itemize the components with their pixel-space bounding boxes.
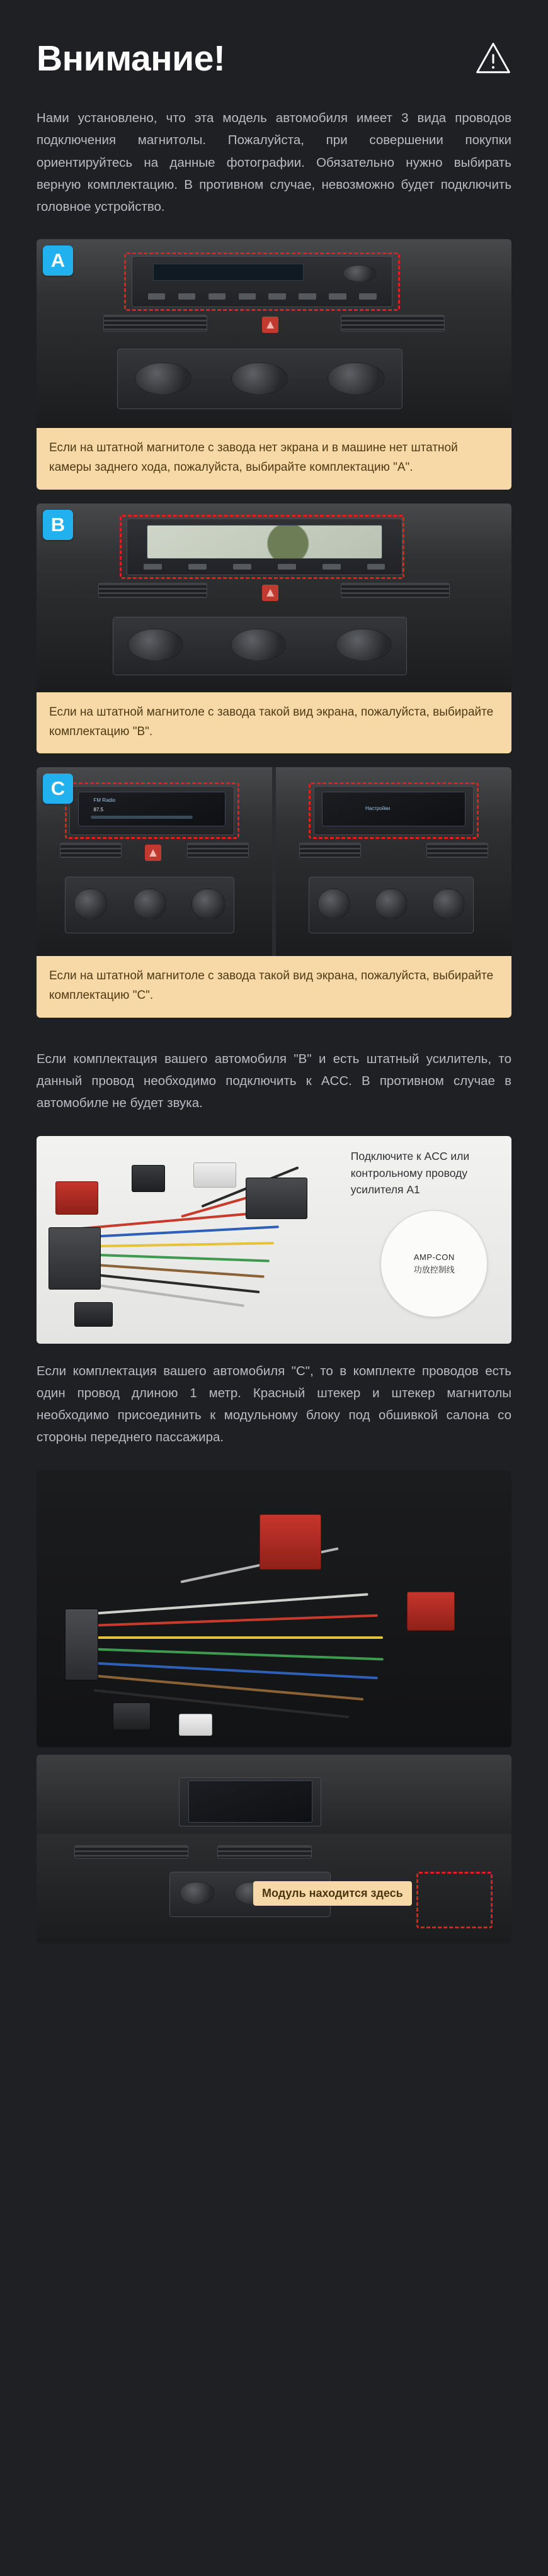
main-connector-block bbox=[49, 1227, 101, 1290]
acc-instruction-note: Подключите к ACC или контрольному проводу усилителя A1 bbox=[350, 1150, 470, 1196]
variant-c-photo-right bbox=[276, 767, 511, 956]
variant-b-caption: Если на штатной магнитоле с завода такой вид экрана, пожалуйста, выбирайте комплектацию "B". bbox=[37, 692, 511, 754]
variant-a-block bbox=[37, 239, 511, 490]
climate-control-panel bbox=[65, 877, 234, 933]
variant-a-photo bbox=[37, 239, 511, 428]
red-module-block bbox=[260, 1514, 321, 1570]
highlight-region-c-left bbox=[65, 782, 239, 839]
hazard-button bbox=[145, 845, 161, 861]
highlight-region-c-right bbox=[309, 782, 478, 839]
variant-badge-c: C bbox=[43, 773, 73, 804]
highlight-region-b bbox=[120, 515, 404, 579]
module-location-photo bbox=[37, 1755, 511, 1943]
amp-con-callout bbox=[380, 1210, 488, 1317]
note-c-paragraph: Если комплектация вашего автомобиля "C", то в комплекте проводов есть один провод длиною 1 метр. Красный штекер и штекер магнитолы необходимо присоединить к модульному блоку под обшивкой салона со стороны переднего пассажира. bbox=[37, 1363, 511, 1445]
car-interior-illustration bbox=[37, 239, 511, 428]
climate-control-panel bbox=[113, 617, 407, 675]
variant-badge-b: B bbox=[43, 510, 73, 540]
canbus-module bbox=[246, 1178, 307, 1219]
small-connector bbox=[132, 1165, 165, 1192]
hazard-button bbox=[262, 585, 278, 601]
red-connector bbox=[55, 1181, 98, 1215]
car-interior-illustration bbox=[276, 767, 511, 956]
variant-b-photo bbox=[37, 503, 511, 692]
green-terminal-connector bbox=[113, 1702, 151, 1730]
climate-control-panel bbox=[309, 877, 474, 933]
variant-badge-a: A bbox=[43, 245, 73, 276]
note-b-paragraph: Если комплектация вашего автомобиля "B" и есть штатный усилитель, то данный провод необходимо подключить к ACC. В противном случае в автомобиле не будет звука. bbox=[37, 1051, 511, 1111]
car-interior-illustration bbox=[37, 1755, 511, 1943]
variant-b-block bbox=[37, 503, 511, 754]
aftermarket-head-unit bbox=[179, 1777, 321, 1826]
screen-radio-label: FM Radio bbox=[93, 797, 116, 804]
variant-c-block bbox=[37, 767, 511, 1018]
page-header bbox=[37, 38, 511, 79]
car-interior-illustration bbox=[37, 503, 511, 692]
variant-a-caption: Если на штатной магнитоле с завода нет экрана и в машине нет штатной камеры заднего хода, пожалуйста, выбирайте комплектацию "A". bbox=[37, 428, 511, 490]
callout-line-1: AMP-CON bbox=[413, 1252, 455, 1263]
module-location-label: Модуль находится здесь bbox=[253, 1881, 412, 1906]
rca-connector bbox=[74, 1302, 112, 1327]
harness-c-photo bbox=[37, 1470, 511, 1747]
callout-line-2: 功放控制线 bbox=[413, 1265, 455, 1275]
harness-b-photo bbox=[37, 1136, 511, 1344]
intro-paragraph: Нами установлено, что эта модель автомобиля имеет 3 вида проводов подключения магнитолы. Пожалуйста, при совершении покупки ориентируйтесь на данные фотографии. Обязательно нужно выбирать верную комплектацию. В противном случае, невозможно будет подключить головное устройство. bbox=[37, 111, 511, 214]
highlight-region-a bbox=[124, 252, 399, 311]
white-connector bbox=[193, 1162, 236, 1188]
hazard-button bbox=[262, 317, 278, 333]
red-connector bbox=[407, 1592, 454, 1631]
highlight-module-location bbox=[416, 1872, 493, 1928]
screen-menu-label: Настройки bbox=[365, 805, 391, 811]
climate-control-panel bbox=[117, 349, 402, 409]
page-title: Внимание! bbox=[37, 38, 225, 79]
warning-triangle-icon bbox=[475, 40, 511, 77]
variant-c-caption: Если на штатной магнитоле с завода такой вид экрана, пожалуйста, выбирайте комплектацию "C". bbox=[37, 956, 511, 1018]
screen-frequency: 87.5 bbox=[93, 807, 104, 813]
variant-c-photo-pair bbox=[37, 767, 511, 956]
harness-connector bbox=[65, 1609, 98, 1680]
white-connector bbox=[179, 1714, 212, 1736]
